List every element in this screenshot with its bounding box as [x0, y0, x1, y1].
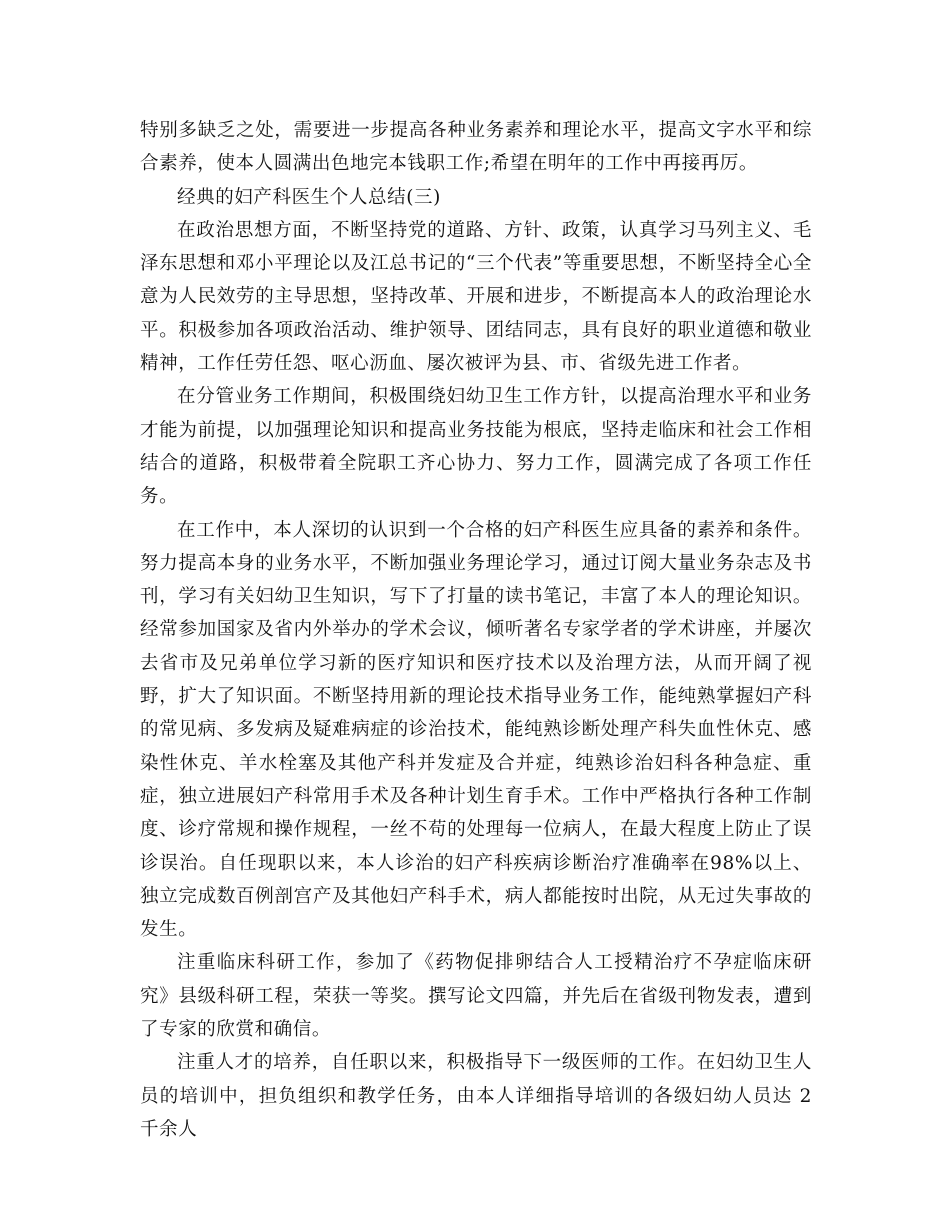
paragraph-continuation: 特别多缺乏之处，需要进一步提高各种业务素养和理论水平，提高文字水平和综合素养，使本人圆满出色地完本钱职工作;希望在明年的工作中再接再厉。	[140, 120, 812, 175]
paragraph-research: 注重临床科研工作，参加了《药物促排卵结合人工授精治疗不孕症临床研究》县级科研工程，荣获一等奖。撰写论文四篇，并先后在省级刊物发表，遭到了专家的欣赏和确信。	[140, 952, 812, 1041]
paragraph-training: 注重人才的培养，自任职以来，积极指导下一级医师的工作。在妇幼卫生人员的培训中，担负组织和教学任务，由本人详细指导培训的各级妇幼人员达 2 千余人	[140, 1052, 812, 1140]
paragraph-management-work: 在分管业务工作期间，积极围绕妇幼卫生工作方针，以提高治理水平和业务才能为前提，以加强理论知识和提高业务技能为根底，坚持走临床和社会工作相结合的道路，积极带着全院职工齐心协力、努力工作，圆满完成了各项工作任务。	[140, 386, 812, 508]
paragraph-clinical-work: 在工作中，本人深切的认识到一个合格的妇产科医生应具备的素养和条件。努力提高本身的业务水平，不断加强业务理论学习，通过订阅大量业务杂志及书刊，学习有关妇幼卫生知识，写下了打量的读书笔记，丰富了本人的理论知识。经常参加国家及省内外举办的学术会议，倾听著名专家学者的学术讲座，并屡次去省市及兄弟单位学习新的医疗知识和医疗技术以及治理方法，从而开阔了视野，扩大了知识面。不断坚持用新的理论技术指导业务工作，能纯熟掌握妇产科的常见病、多发病及疑难病症的诊治技术，能纯熟诊断处理产科失血性休克、感染性休克、羊水栓塞及其他产科并发症及合并症，纯熟诊治妇科各种急症、重症，独立进展妇产科常用手术及各种计划生育手术。工作中严格执行各种工作制度、诊疗常规和操作规程，一丝不苟的处理每一位病人，在最大程度上防止了误诊误治。自任现职以来，本人诊治的妇产科疾病诊断治疗准确率在98%以上、独立完成数百例剖宫产及其他妇产科手术，病人都能按时出院，从无过失事故的发生。	[140, 519, 812, 941]
document-body	[140, 114, 812, 1146]
paragraph-political-thought: 在政治思想方面，不断坚持党的道路、方针、政策，认真学习马列主义、毛泽东思想和邓小平理论以及江总书记的“三个代表”等重要思想，不断坚持全心全意为人民效劳的主导思想，坚持改革、开展和进步，不断提高本人的政治理论水平。积极参加各项政治活动、维护领导、团结同志，具有良好的职业道德和敬业精神，工作任劳任怨、呕心沥血、屡次被评为县、市、省级先进工作者。	[140, 219, 812, 375]
section-heading: 经典的妇产科医生个人总结(三)	[177, 186, 441, 208]
